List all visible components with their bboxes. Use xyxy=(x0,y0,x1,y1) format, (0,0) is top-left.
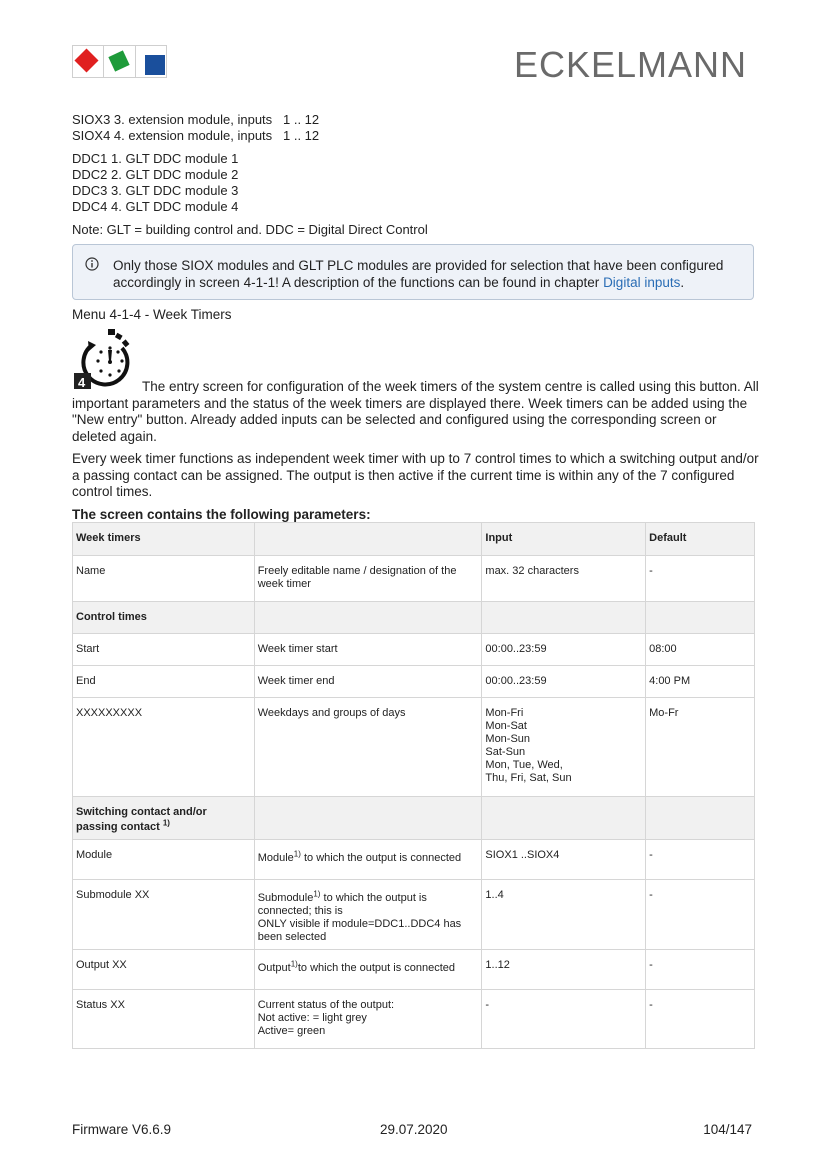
module-desc-a: Module xyxy=(257,852,294,864)
cell-end-desc: Week timer end xyxy=(254,666,482,698)
table-row xyxy=(73,666,755,698)
cell-end-input: 00:00..23:59 xyxy=(482,666,646,698)
eckelmann-logo-squares xyxy=(72,45,167,78)
cell-status: Status XX xyxy=(73,990,255,1049)
footnote-mark: 1) xyxy=(162,818,170,828)
header-default: Default xyxy=(646,523,755,556)
section-switching-contact xyxy=(73,797,255,840)
cell-name-input: max. 32 characters xyxy=(482,556,646,602)
cell-module-desc xyxy=(254,840,482,880)
cell-start-desc: Week timer start xyxy=(254,634,482,666)
cell-name-desc: Freely editable name / designation of the week timer xyxy=(254,556,482,602)
cell-name-default: - xyxy=(646,556,755,602)
table-row xyxy=(73,950,755,990)
cell-output: Output XX xyxy=(73,950,255,990)
footnote-mark: 1) xyxy=(290,959,298,969)
intro-paragraph: The entry screen for configuration of the week timers of the system centre is called using this button. All important parameters and the status of the week timers are displayed there. Week timers can be added using the "New entry" button. Already added inputs can be selected and configured using the corresponding screen or deleted again. xyxy=(72,379,759,444)
table-row xyxy=(73,840,755,880)
table-row xyxy=(73,698,755,797)
siox3-line: SIOX3 3. extension module, inputs 1 .. 12 xyxy=(72,112,320,127)
empty-cell xyxy=(482,797,646,840)
second-paragraph: Every week timer functions as independent week timer with up to 7 control times to which a switching output and/or a passing contact can be assigned. The output is then active if the current time is within any of the 7 configured control times. xyxy=(72,451,759,499)
cell-days-input xyxy=(482,698,646,797)
empty-cell xyxy=(254,602,482,634)
empty-cell xyxy=(482,602,646,634)
ddc4-line: DDC4 4. GLT DDC module 4 xyxy=(72,199,239,214)
cell-submodule-default: - xyxy=(646,880,755,950)
empty-cell xyxy=(646,602,755,634)
output-desc-b: to which the output is connected xyxy=(297,962,456,974)
header-description xyxy=(254,523,482,556)
cell-end-default: 4:00 PM xyxy=(646,666,755,698)
footer-page-number: 104/147 xyxy=(703,1122,752,1137)
info-box xyxy=(72,244,754,300)
cell-status-desc xyxy=(254,990,482,1049)
submodule-desc-a: Submodule xyxy=(257,892,314,904)
footnote-mark: 1) xyxy=(313,889,321,899)
info-icon xyxy=(85,257,99,271)
days-option: Mon-Sat xyxy=(485,720,527,732)
note-line: Note: GLT = building control and. DDC = Digital Direct Control xyxy=(72,222,428,237)
brand-name: ECKELMANN xyxy=(513,44,747,85)
table-row xyxy=(73,880,755,950)
cell-submodule-input: 1..4 xyxy=(482,880,646,950)
section-control-times: Control times xyxy=(73,602,255,634)
cell-start: Start xyxy=(73,634,255,666)
days-option: Mon-Sun xyxy=(485,733,531,745)
menu-title: Menu 4-1-4 - Week Timers xyxy=(72,307,232,322)
siox4-line: SIOX4 4. extension module, inputs 1 .. 12 xyxy=(72,128,320,143)
module-desc-b: to which the output is connected xyxy=(300,852,462,864)
table-row xyxy=(73,634,755,666)
table-row xyxy=(73,556,755,602)
days-option: Sat-Sun xyxy=(485,746,526,758)
parameters-table xyxy=(72,522,755,1049)
cell-module-input: SIOX1 ..SIOX4 xyxy=(482,840,646,880)
cell-days-default: Mo-Fr xyxy=(646,698,755,797)
status-desc-line: Not active: = light grey xyxy=(257,1012,367,1024)
cell-output-desc xyxy=(254,950,482,990)
days-option: Mon, Tue, Wed, xyxy=(485,759,563,771)
days-option: Mon-Fri xyxy=(485,707,524,719)
cell-output-default: - xyxy=(646,950,755,990)
status-desc-line: Current status of the output: xyxy=(257,999,395,1011)
empty-cell xyxy=(646,797,755,840)
info-text-end: . xyxy=(680,275,685,290)
cell-days: XXXXXXXXX xyxy=(73,698,255,797)
cell-name: Name xyxy=(73,556,255,602)
cell-status-input: - xyxy=(482,990,646,1049)
days-option: Thu, Fri, Sat, Sun xyxy=(485,772,572,784)
cell-days-desc: Weekdays and groups of days xyxy=(254,698,482,797)
empty-cell xyxy=(254,797,482,840)
table-section-row xyxy=(73,602,755,634)
ddc3-line: DDC3 3. GLT DDC module 3 xyxy=(72,183,239,198)
icon-badge: 4 xyxy=(78,375,86,390)
submodule-desc-b: to which the output is connected; this is xyxy=(257,892,427,917)
ddc1-line: DDC1 1. GLT DDC module 1 xyxy=(72,151,239,166)
ddc-lines xyxy=(72,151,772,215)
cell-submodule-desc xyxy=(254,880,482,950)
cell-start-input: 00:00..23:59 xyxy=(482,634,646,666)
cell-module: Module xyxy=(73,840,255,880)
info-text: Only those SIOX modules and GLT PLC modules are provided for selection that have been configured accordingly in screen 4-1-1! A description of the functions can be found in chapter xyxy=(113,258,724,290)
section-switching-text: passing contact xyxy=(76,821,160,833)
footnote-mark: 1) xyxy=(293,849,301,859)
table-row xyxy=(73,990,755,1049)
cell-status-default: - xyxy=(646,990,755,1049)
siox-lines xyxy=(72,112,772,144)
footer-firmware: Firmware V6.6.9 xyxy=(72,1122,172,1137)
table-section-row xyxy=(73,797,755,840)
header-week-timers: Week timers xyxy=(73,523,255,556)
footer-date: 29.07.2020 xyxy=(380,1122,448,1137)
cell-submodule: Submodule XX xyxy=(73,880,255,950)
section-switching-line1: Switching contact and/or xyxy=(76,806,207,818)
cell-end: End xyxy=(73,666,255,698)
table-heading: The screen contains the following parameters: xyxy=(72,507,371,522)
ddc2-line: DDC2 2. GLT DDC module 2 xyxy=(72,167,239,182)
digital-inputs-link[interactable]: Digital inputs xyxy=(603,275,681,290)
header-input: Input xyxy=(482,523,646,556)
output-desc-a: Output xyxy=(257,962,291,974)
section-switching-line2 xyxy=(76,820,250,835)
cell-start-default: 08:00 xyxy=(646,634,755,666)
cell-output-input: 1..12 xyxy=(482,950,646,990)
status-desc-line: Active= green xyxy=(257,1025,326,1037)
submodule-desc-c: ONLY visible if module=DDC1..DDC4 has been selected xyxy=(257,918,462,943)
table-header-row xyxy=(73,523,755,556)
cell-module-default: - xyxy=(646,840,755,880)
